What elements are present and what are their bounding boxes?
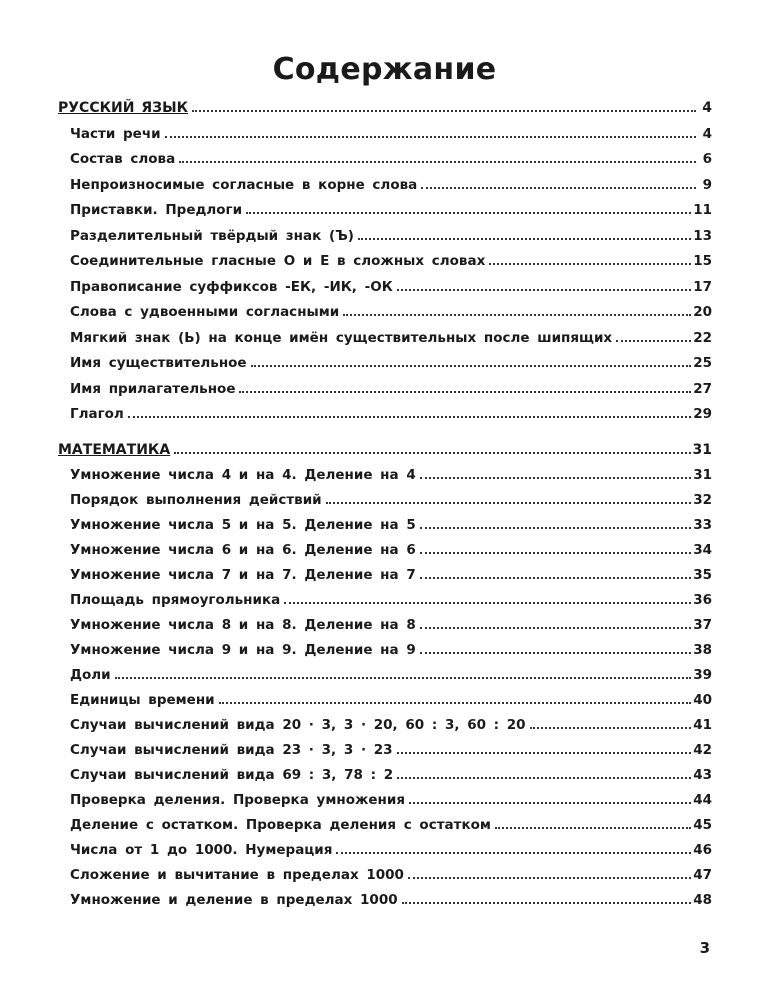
toc-item-label: Части речи (70, 125, 161, 142)
toc-item-label: Состав слова (70, 151, 176, 167)
toc-item-label: Сложение и вычитание в пределах 1000 (70, 867, 404, 883)
toc-item-label: Умножение числа 6 и на 6. Деление на 6 (70, 542, 416, 558)
toc-item[interactable] (70, 488, 712, 508)
toc-item[interactable] (70, 863, 712, 883)
leader-dots (246, 208, 691, 214)
page-number: 3 (699, 939, 710, 957)
toc-item[interactable] (70, 888, 712, 908)
toc-item-page: 43 (693, 767, 712, 783)
toc-item-page: 40 (693, 692, 712, 708)
leader-dots (409, 798, 691, 804)
leader-dots (530, 723, 692, 729)
leader-dots (115, 673, 692, 679)
toc-item-label: Слова с удвоенными согласными (70, 304, 340, 320)
toc-item[interactable] (70, 713, 712, 733)
toc-item-page: 25 (693, 355, 712, 371)
toc-item-label: Доли (70, 667, 111, 683)
toc-item-label: Порядок выполнения действий (70, 492, 322, 508)
leader-dots (165, 132, 696, 138)
leader-dots (489, 259, 691, 265)
toc-item[interactable] (70, 300, 712, 320)
toc-item-page: 31 (693, 467, 712, 483)
toc-item-label: Умножение числа 8 и на 8. Деление на 8 (70, 617, 416, 633)
leader-dots (420, 523, 691, 529)
toc-item[interactable] (70, 513, 712, 533)
toc-item-page: 11 (693, 202, 712, 218)
toc-item-label: Приставки. Предлоги (70, 202, 243, 218)
toc-item-page: 4 (702, 125, 712, 142)
toc-item[interactable] (70, 788, 712, 808)
toc-item[interactable] (70, 638, 712, 658)
toc-item-label: Случаи вычислений вида 20 · 3, 3 · 20, 60 : 3, 60 : 20 (70, 717, 526, 733)
leader-dots (495, 823, 691, 829)
toc-item-page: 20 (693, 304, 712, 320)
toc-item-page: 39 (693, 667, 712, 683)
toc-item-page: 32 (693, 492, 712, 508)
toc-item[interactable] (70, 224, 712, 244)
leader-dots (397, 285, 691, 291)
toc-item-page: 6 (702, 151, 712, 167)
toc-item[interactable] (70, 198, 712, 218)
section-title: РУССКИЙ ЯЗЫК (58, 100, 189, 116)
toc-item-label: Мягкий знак (Ь) на конце имён существительных после шипящих (70, 329, 613, 346)
toc-item-page: 17 (693, 278, 712, 295)
leader-dots (408, 873, 691, 879)
toc-item[interactable] (70, 377, 712, 397)
toc-item-label: Умножение и деление в пределах 1000 (70, 892, 398, 908)
toc-item[interactable] (70, 688, 712, 708)
toc-section-russian[interactable] (58, 96, 712, 116)
toc-section-math[interactable] (58, 438, 712, 458)
toc-item-page: 15 (693, 253, 712, 269)
toc-item-label: Имя существительное (70, 355, 247, 371)
leader-dots (397, 773, 691, 779)
toc-item-label: Умножение числа 7 и на 7. Деление на 7 (70, 567, 416, 583)
leader-dots (179, 157, 696, 163)
toc-item-page: 48 (693, 892, 712, 908)
leader-dots (420, 473, 691, 479)
toc-item-page: 47 (693, 867, 712, 883)
toc-item-label: Случаи вычислений вида 23 · 3, 3 · 23 (70, 742, 393, 758)
toc-item[interactable] (70, 463, 712, 483)
leader-dots (397, 748, 692, 754)
section-title: МАТЕМАТИКА (58, 442, 171, 458)
leader-dots (358, 234, 691, 240)
toc-item-page: 27 (693, 380, 712, 397)
leader-dots (420, 648, 691, 654)
toc-item-page: 37 (693, 617, 712, 633)
toc-item-label: Проверка деления. Проверка умножения (70, 792, 406, 808)
leader-dots (128, 412, 691, 418)
leader-dots (336, 848, 691, 854)
toc-item-label: Правописание суффиксов -ЕК, -ИК, -ОК (70, 278, 393, 295)
toc-item-page: 35 (693, 567, 712, 583)
toc-item[interactable] (70, 813, 712, 833)
leader-dots (174, 448, 690, 454)
toc-item-label: Имя прилагательное (70, 380, 236, 397)
toc-item[interactable] (70, 563, 712, 583)
toc-item[interactable] (70, 738, 712, 758)
toc-item-label: Числа от 1 до 1000. Нумерация (70, 842, 333, 858)
toc-item-label: Разделительный твёрдый знак (Ъ) (70, 227, 354, 244)
leader-dots (420, 573, 691, 579)
toc-item[interactable] (70, 147, 712, 167)
toc-item[interactable] (70, 275, 712, 295)
section-page: 4 (702, 100, 712, 116)
toc-item[interactable] (70, 763, 712, 783)
page-title: Содержание (272, 52, 497, 87)
toc-item-label: Единицы времени (70, 692, 215, 708)
toc-item[interactable] (70, 122, 712, 142)
leader-dots (326, 498, 692, 504)
toc-item-page: 36 (693, 592, 712, 608)
toc-item-label: Непроизносимые согласные в корне слова (70, 176, 418, 193)
leader-dots (284, 598, 691, 604)
toc-item-label: Умножение числа 9 и на 9. Деление на 9 (70, 642, 416, 658)
toc-item-label: Случаи вычислений вида 69 : 3, 78 : 2 (70, 767, 394, 783)
toc-item-page: 44 (693, 792, 712, 808)
section-page: 31 (692, 442, 712, 458)
toc-item-label: Площадь прямоугольника (70, 592, 281, 608)
toc-item[interactable] (70, 351, 712, 371)
leader-dots (420, 623, 691, 629)
toc-item-page: 13 (693, 227, 712, 244)
leader-dots (402, 898, 692, 904)
leader-dots (251, 361, 692, 367)
toc-item-page: 34 (693, 542, 712, 558)
toc-item[interactable] (70, 538, 712, 558)
leader-dots (616, 336, 691, 342)
leader-dots (421, 183, 696, 189)
leader-dots (343, 310, 691, 316)
toc-item-page: 22 (693, 329, 712, 346)
toc-item[interactable] (70, 613, 712, 633)
toc-item-label: Соединительные гласные О и Е в сложных словах (70, 253, 486, 269)
toc-item[interactable] (70, 402, 712, 422)
toc-item-page: 38 (693, 642, 712, 658)
toc-item-page: 33 (693, 517, 712, 533)
toc-item[interactable] (70, 588, 712, 608)
toc-item-label: Деление с остатком. Проверка деления с остатком (70, 817, 491, 833)
toc-item-page: 41 (693, 717, 712, 733)
leader-dots (192, 106, 696, 112)
toc-item-label: Умножение числа 5 и на 5. Деление на 5 (70, 517, 416, 533)
toc-item-label: Умножение числа 4 и на 4. Деление на 4 (70, 467, 416, 483)
toc-item-page: 29 (693, 406, 712, 422)
toc-item[interactable] (70, 326, 712, 346)
toc-item[interactable] (70, 173, 712, 193)
toc-item-page: 46 (693, 842, 712, 858)
leader-dots (219, 698, 692, 704)
toc-item-page: 42 (693, 742, 712, 758)
toc-item[interactable] (70, 249, 712, 269)
leader-dots (239, 387, 691, 393)
toc-item-label: Глагол (70, 406, 124, 422)
toc-item-page: 45 (693, 817, 712, 833)
toc-item-page: 9 (702, 176, 712, 193)
leader-dots (420, 548, 691, 554)
toc-item[interactable] (70, 838, 712, 858)
toc-item[interactable] (70, 663, 712, 683)
